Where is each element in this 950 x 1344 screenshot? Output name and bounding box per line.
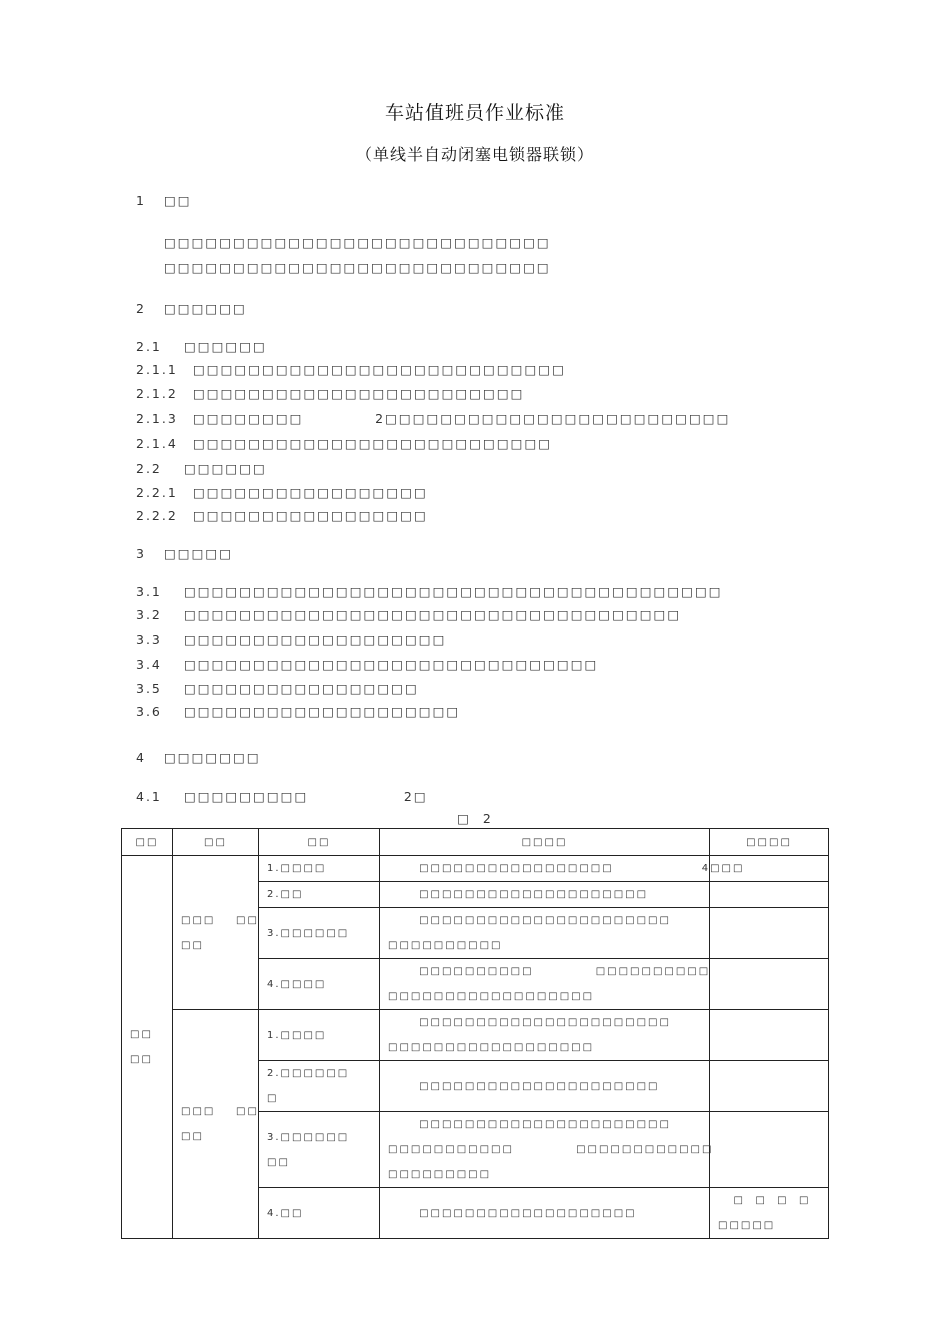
clause-text: □□□□□□□□□□□□□□□□□□□□□□□□□□ (193, 436, 553, 451)
clause-line (136, 485, 428, 500)
section-4-heading (136, 750, 261, 765)
remark-cell (710, 1010, 829, 1061)
clause-text: □□□□□□□□ 2□□□□□□□□□□□□□□□□□□□□□□□□□ (193, 411, 731, 426)
clause-number: 3.3 (136, 632, 162, 647)
section-3-heading (136, 546, 233, 561)
section-2-heading (136, 301, 247, 316)
clause-number: 4.1 (136, 789, 162, 804)
item-cell: 1.□□□□ (259, 1010, 380, 1061)
remark-cell (710, 908, 829, 959)
header-cell: □□ (122, 829, 173, 856)
clause-line (136, 632, 446, 647)
clause-text: □□□□□□□□□□□□□□□□□□□□□□□□ (193, 386, 525, 401)
table-row (122, 1010, 829, 1061)
paragraph-line: □□□□□□□□□□□□□□□□□□□□□□□□□□□□ (164, 235, 551, 250)
clause-text: □□□□□□ (184, 339, 267, 354)
clause-text: □□□□□□□□□□□□□□□□□□□□□□□□□□□□□□ (184, 657, 599, 672)
clause-line (136, 436, 552, 451)
table-header-row (122, 829, 829, 856)
clause-line (136, 704, 460, 719)
clause-number: 2.1.2 (136, 386, 178, 401)
clause-number: 2.2.2 (136, 508, 178, 523)
clause-line (136, 508, 428, 523)
content-cell: □□□□□□□□□□□□□□□□□□□□ (380, 882, 710, 908)
work-standard-table (121, 828, 829, 1239)
clause-number: 2.1.3 (136, 411, 178, 426)
clause-line (136, 607, 681, 622)
remark-cell (710, 1061, 829, 1112)
header-cell: □□ (173, 829, 259, 856)
clause-text: □□□□□□□□□□□□□□□□□□□□□□□□□□□□□□□□□□□□ (184, 607, 682, 622)
clause-text: □□□□□□□□□ 2□ (184, 789, 428, 804)
clause-number: 2.1.1 (136, 362, 178, 377)
content-cell: □□□□□□□□□□□□□□□□□□□□□□ □□□□□□□□□□□ □□□□□□□□□□□□ □□□□□□□□□ (380, 1112, 710, 1188)
clause-number: 3.6 (136, 704, 162, 719)
clause-number: 2.1.4 (136, 436, 178, 451)
section-text: □□□□□ (164, 546, 234, 561)
clause-line (136, 386, 524, 401)
header-cell: □□□□ (710, 829, 829, 856)
content-cell: □□□□□□□□□□□□□□□□□□□ (380, 1188, 710, 1239)
content-cell: □□□□□□□□□□□□□□□□□□□□□□ □□□□□□□□□□ (380, 908, 710, 959)
remark-cell (710, 882, 829, 908)
clause-line (136, 789, 428, 804)
category-cell: □□ □□ (122, 856, 173, 1239)
clause-text: □□□□□□□□□□□□□□□□□□□□□□□□□□□□□□□□□□□□□□□ (184, 584, 723, 599)
clause-text: □□□□□□□□□□□□□□□□□ (184, 681, 419, 696)
remark-cell: □ □ □ □ □□□□□ (710, 1188, 829, 1239)
group-cell: □□□ □□ □□ (173, 1010, 259, 1239)
clause-number: 3.5 (136, 681, 162, 696)
content-cell: □□□□□□□□□□□□□□□□□□□□□ (380, 1061, 710, 1112)
item-cell: 2.□□□□□□ □ (259, 1061, 380, 1112)
section-text: □□□□□□□ (164, 750, 261, 765)
group-cell: □□□ □□ □□ (173, 856, 259, 1010)
clause-text: □□□□□□□□□□□□□□□□□□□ (184, 632, 447, 647)
content-cell: □□□□□□□□□□ □□□□□□□□□□ □□□□□□□□□□□□□□□□□□ (380, 959, 710, 1010)
section-1-heading (136, 193, 192, 208)
header-cell: □□□□ (380, 829, 710, 856)
clause-text: □□□□□□□□□□□□□□□□□□□□□□□□□□□ (193, 362, 566, 377)
clause-number: 3.1 (136, 584, 162, 599)
section-text: □□ (164, 193, 192, 208)
remark-cell (710, 1112, 829, 1188)
header-cell: □□ (259, 829, 380, 856)
clause-line (136, 362, 566, 377)
clause-number: 3.2 (136, 607, 162, 622)
section-number: 4 (136, 750, 146, 765)
page-title: 车站值班员作业标准 (384, 102, 565, 124)
page-subtitle: （单线半自动闭塞电锁器联锁） (355, 145, 594, 164)
clause-line (136, 339, 267, 354)
clause-line (136, 657, 598, 672)
section-text: □□□□□□ (164, 301, 247, 316)
clause-number: 2.2.1 (136, 485, 178, 500)
clause-text: □□□□□□□□□□□□□□□□□ (193, 508, 428, 523)
clause-line (136, 411, 730, 426)
content-cell: □□□□□□□□□□□□□□□□□□□□□□ □□□□□□□□□□□□□□□□□□ (380, 1010, 710, 1061)
item-cell: 2.□□ (259, 882, 380, 908)
clause-number: 3.4 (136, 657, 162, 672)
clause-number: 2.1 (136, 339, 162, 354)
item-cell: 4.□□□□ (259, 959, 380, 1010)
section-number: 2 (136, 301, 146, 316)
paragraph-line: □□□□□□□□□□□□□□□□□□□□□□□□□□□□ (164, 260, 551, 275)
item-cell: 4.□□ (259, 1188, 380, 1239)
item-cell: 1.□□□□ (259, 856, 380, 882)
table-caption: □ 2 (457, 811, 493, 826)
clause-text: □□□□□□ (184, 461, 267, 476)
section-number: 1 (136, 193, 146, 208)
clause-line (136, 681, 419, 696)
item-cell: 3.□□□□□□ (259, 908, 380, 959)
item-cell: 3.□□□□□□ □□ (259, 1112, 380, 1188)
section-number: 3 (136, 546, 146, 561)
clause-text: □□□□□□□□□□□□□□□□□□□□ (184, 704, 461, 719)
clause-line (136, 461, 267, 476)
remark-cell (710, 959, 829, 1010)
clause-line (136, 584, 723, 599)
table-row (122, 856, 829, 882)
content-cell: □□□□□□□□□□□□□□□□□ 4□□□ (380, 856, 710, 882)
clause-text: □□□□□□□□□□□□□□□□□ (193, 485, 428, 500)
clause-number: 2.2 (136, 461, 162, 476)
